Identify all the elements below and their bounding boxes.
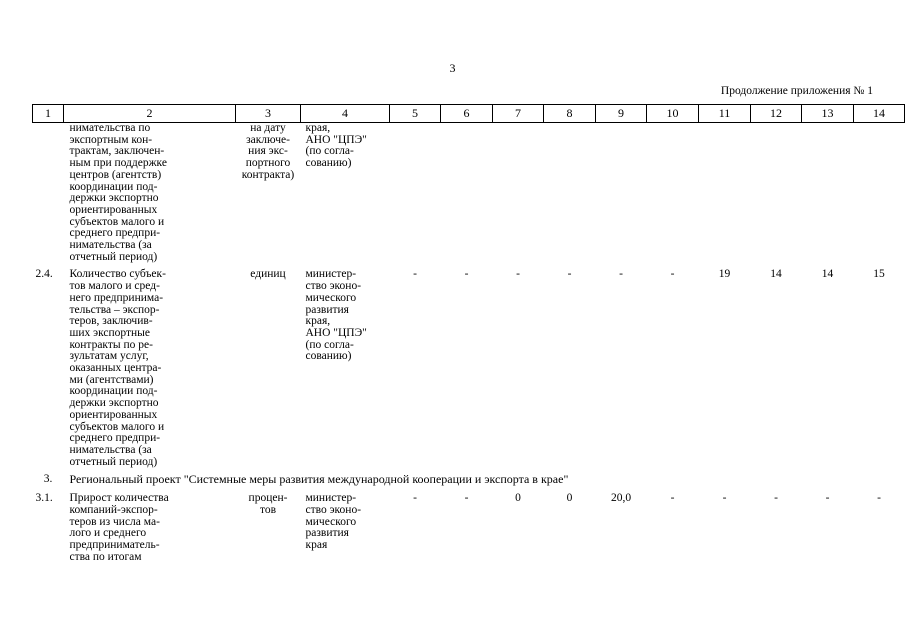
section-row-3 [33,468,905,489]
header-cell: 7 [493,105,544,123]
value-cell: - [413,268,417,281]
header-row [33,105,905,123]
row-number [33,123,64,264]
value-cell: 0 [515,492,521,505]
value-cell [647,123,699,264]
value-cell [493,123,544,264]
value-cell: 19 [718,268,731,281]
indicator-name: Количество субъек- тов малого и сред- него предпринима- тельства – экспор- теров, заключив- ших экспортные контракты по ре- зультатам услуг, оказанных центра- ми (агентствами) координации под- держки экспортно ориентированных субъектов малого и среднего предпри- нимательства (за отчетный период) [69,268,166,468]
table-row-2-4 [33,263,905,468]
value-cell: 0 [566,492,573,505]
header-cell: 12 [751,105,802,123]
value-cell [390,123,441,264]
value-cell [699,123,751,264]
indicator-name: нимательства по экспортным кон- трактам, заключен- ным при поддержке центров (агентств) координации под- держки экспортно ориентированных субъектов малого и среднего предпри- нимательства (за отчетный период) [69,122,167,263]
value-cell: 20,0 [610,492,632,505]
value-cell [596,123,647,264]
header-cell: 2 [64,105,236,123]
continuation-label: Продолжение приложения № 1 [720,85,873,97]
row-number: 2.4. [35,268,53,281]
value-cell [751,123,802,264]
header-cell: 4 [301,105,390,123]
responsible-party: министер- ство эконо- мического развития края, АНО "ЦПЭ" (по согла- сованию) [305,268,367,363]
value-cell: - [516,268,520,281]
value-cell [441,123,493,264]
header-cell: 10 [647,105,699,123]
table-row-3-1 [33,489,905,563]
value-cell: - [825,492,830,505]
value-cell: - [670,268,675,281]
unit-of-measure: процен- тов [248,492,288,516]
header-cell: 3 [236,105,301,123]
value-cell: 14 [770,268,782,281]
header-cell: 14 [854,105,905,123]
header-cell: 8 [544,105,596,123]
value-cell: 14 [821,268,834,281]
value-cell: - [722,492,727,505]
value-cell: 15 [873,268,885,281]
indicator-name: Прирост количества компаний-экспор- теров из числа ма- лого и среднего предприниматель- ства по итогам [69,492,169,563]
value-cell [854,123,905,264]
value-cell: - [619,268,623,281]
page-number: 3 [449,61,456,75]
header-cell: 11 [699,105,751,123]
unit-of-measure: единиц [250,268,286,281]
value-cell: - [774,492,778,505]
table-row-continued [33,123,905,264]
value-cell: - [464,492,469,505]
header-cell: 5 [390,105,441,123]
value-cell: - [413,492,417,505]
header-cell: 1 [33,105,64,123]
unit-of-measure: на дату заключе- ния экс- портного контракта) [241,122,295,181]
row-number: 3.1. [35,492,53,505]
section-title: Региональный проект "Системные меры развития международной кооперации и экспорта в крае" [69,472,569,487]
responsible-party: министер- ство эконо- мического развития края [305,492,362,551]
responsible-party: края, АНО "ЦПЭ" (по согла- сованию) [305,122,367,170]
value-cell [544,123,596,264]
value-cell [802,123,854,264]
value-cell: - [464,268,469,281]
section-number: 3. [43,473,53,486]
value-cell: - [670,492,675,505]
value-cell: - [567,268,572,281]
value-cell: - [877,492,881,505]
indicator-table [32,104,905,563]
header-cell: 6 [441,105,493,123]
header-cell: 13 [802,105,854,123]
header-cell: 9 [596,105,647,123]
